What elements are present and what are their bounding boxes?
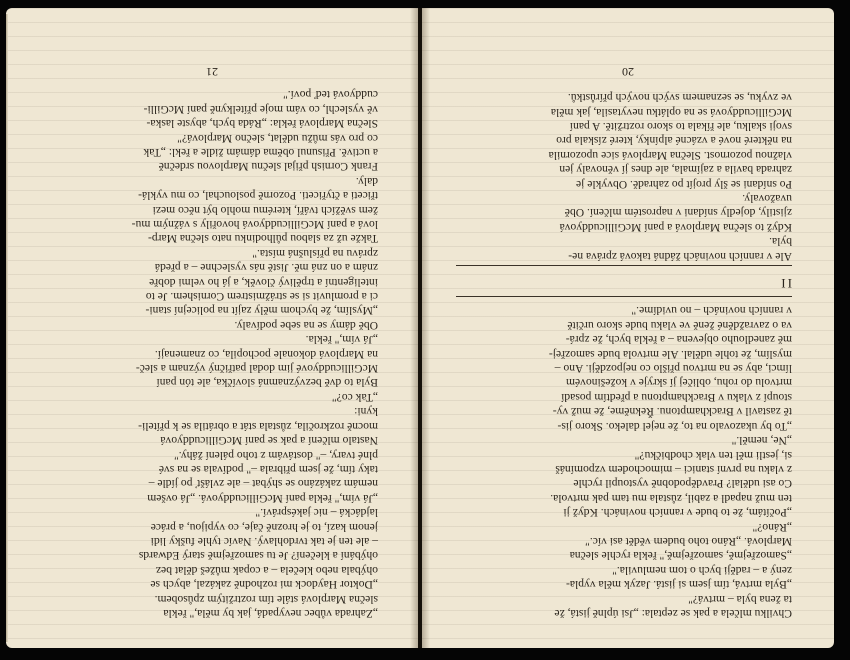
right-page-text: [42, 87, 378, 620]
text-line: Nastalo mlčení a pak se paní McGillicuddyová: [160, 434, 378, 448]
text-line: co pro vás můžu udělat, slečno Marplová?": [177, 131, 378, 145]
text-line: ve zvyku, se seznamem svých nových přírůstků.: [567, 91, 792, 105]
text-line: nemám zakázáno se shýbat – ale zvlášť po jídle –: [148, 477, 378, 491]
text-line: „Ráno?": [752, 520, 792, 534]
text-line: Byla to dvě bezvýznamná slovíčka, ale tón paní: [156, 376, 378, 390]
chapter-divider: [456, 296, 792, 297]
text-line: myslím, že tohle udělal. Ale mrtvola bude samozřej-: [548, 347, 792, 361]
text-line: lajdácká – nic jakéspráví.": [255, 506, 378, 520]
text-line: tě zastavil v Brackhamptonu. Řekněme, že muž vy-: [552, 405, 792, 419]
text-line: límci, aby se na mrtvou přišlo co nejpozději. Ano –: [554, 362, 792, 376]
text-line: Frank Cornish přijal slečnu Marplovou srdečně: [158, 160, 378, 174]
text-line: „Tak co?": [331, 390, 378, 404]
book-gutter: [410, 8, 430, 648]
text-line: Marplová. „Ráno toho budem vědět asi víc.": [585, 534, 792, 548]
text-line: „To by ukazovalo na to, že nejel daleko. Skoro jis-: [557, 419, 792, 433]
left-page-text: [456, 90, 792, 620]
text-line: třiceti a čtyřiceti. Pozorně poslouchal, co mu vyklá-: [138, 189, 378, 203]
text-line: na Marplová dokonale pochopila, co znamenají.: [154, 347, 378, 361]
text-line: byla.: [769, 235, 792, 249]
text-line: zahrada bavila a zajímala, ale dnes jí věnovaly jen: [559, 163, 792, 177]
open-book: [6, 8, 834, 648]
text-line: stoupí z vlaku v Brackhamptonu a předtím posadí: [561, 390, 792, 404]
chapter-divider: [456, 265, 792, 266]
text-line: kyni:: [354, 405, 378, 419]
text-line: – ale ten je tak tvrdohlavý. Navíc tyhle fušky lidi: [150, 534, 378, 548]
text-line: zprávu na příslušná místa.": [252, 246, 378, 260]
text-line: mocně rozkročila, zůstala stát a obrátila se k příteli-: [138, 419, 378, 433]
text-line: lová a paní McGillicuddyová hovořily s vážným mu-: [131, 218, 378, 232]
left-page: [422, 8, 834, 648]
text-line: vě vyslechl, co vám moje přítelkyně paní McGilli-: [143, 102, 378, 116]
text-line: ten muž napadl a zabil, zůstala mu tam pak mrtvola.: [550, 491, 792, 505]
text-line: mě zanedlouho objevena – a řekla bych, že zprá-: [565, 333, 792, 347]
text-line: McGillicuddyové jim dodal patřičný význam a sleč-: [135, 362, 378, 376]
text-line: znám a on zná mě. Jistě nás vyslechne – a předá: [154, 261, 378, 275]
text-line: žem svěžích tváří, kterému mohlo být něco mezi: [152, 203, 378, 217]
text-line: Takže už za slabou půlhodinku nato slečna Marp-: [147, 232, 378, 246]
chapter-paragraphs: [456, 90, 792, 263]
text-line: a uctivě. Přisunul oběma dámám židle a řekl: „Tak: [143, 146, 378, 159]
text-line: Obě dámy se na sebe podívaly.: [234, 318, 378, 332]
text-line: va o zavražděné ženě ve vlaku bude skoro určitě: [567, 318, 792, 332]
text-line: Chvilku mlčela a pak se zeptala: „Jsi úplně jistá, že: [554, 607, 792, 620]
text-line: ta žena byla – mrtvá?": [688, 592, 792, 606]
text-line: v ranních novinách – no uvidíme.": [631, 304, 792, 318]
text-line: inteligentní a trpělivý člověk, a já ho velmi dobře: [149, 275, 378, 289]
text-line: „Zahrada vůbec nevypadá, jak by měla," řekla: [163, 607, 378, 620]
text-line: na některé nové a vzácné alpínky, které získala pro: [556, 134, 792, 148]
text-line: Ale v ranních novinách žádná taková zpráva ne-: [568, 249, 792, 263]
text-line: plné tvary, –" dostávám z toho pálení žáhy.": [173, 448, 378, 462]
text-line: ohýbala nebo klečela – a copak můžeš dělat bez: [155, 563, 378, 577]
text-line: zjistily, dojedly snídani v naprostém mlčení. Obě: [564, 206, 792, 220]
text-line: „Já vím," řekla.: [305, 333, 378, 347]
chapter-number: II: [779, 276, 792, 292]
text-line: slečna Marplová stále tím roztržitým způsobem.: [154, 592, 378, 606]
text-line: „Myslím, že bychom měly zajít na policejní stani-: [145, 304, 378, 318]
text-line: z vlaku na první stanici – mimochodem vzpomínáš: [555, 462, 792, 476]
text-line: Po snídani se šly projít po zahradě. Obvykle je: [575, 177, 792, 191]
text-line: cuddyová teď poví.": [283, 88, 378, 102]
text-line: taky tím, že jsem přibrala –" podívala se na své: [158, 462, 378, 476]
text-line: „Byla mrtvá, tím jsem si jistá. Jazyk měla vypla-: [565, 578, 792, 592]
text-line: si, jestli měl ten vlak chodbičku?": [634, 448, 792, 462]
text-line: ci a promluvit si se strážmistrem Cornishem. Je to: [145, 290, 378, 304]
text-line: McGillicuddyová se na oplátku nevytasila, jak měla: [550, 105, 792, 119]
text-line: Co asi udělal? Pravděpodobně vystoupil rychle: [573, 477, 792, 491]
text-line: vlažnou pozornost. Slečna Marplová sice upozornila: [548, 148, 792, 162]
text-line: svoji skalku, ale říkala to skoro roztržitě. A paní: [569, 120, 792, 133]
text-line: uvažovaly.: [742, 192, 792, 206]
text-line: „Počítám, že to bude v ranních novinách. Když ji: [563, 506, 792, 520]
text-line: „Ne, neměl.": [731, 434, 792, 448]
text-line: jenom kazí, to je hrozně čaje, co vypijou, a práce: [150, 520, 378, 534]
text-line: „Já vím," řekla paní McGillicuddyová. „Já ovšem: [147, 491, 378, 505]
right-page-paragraphs: [42, 87, 378, 620]
text-line: „Doktor Haydock mi rozhodně zakázal, abych se: [150, 578, 378, 592]
page-number-left: 20: [622, 65, 634, 79]
left-page-paragraphs: [456, 303, 792, 620]
text-line: Když to slečna Marplová a paní McGillicuddyová: [559, 220, 792, 234]
text-line: Slečna Marplová řekla: „Ráda bych, abyste laska-: [146, 117, 378, 131]
text-line: daly.: [355, 174, 378, 188]
page-block-edge: [6, 14, 8, 642]
page-number-right: 21: [206, 65, 218, 79]
text-line: zený a – raději bych o tom nemluvila.": [612, 563, 792, 577]
text-line: „Samozřejmě, samozřejmě," řekla rychle slečna: [569, 549, 792, 563]
text-line: ohýbání a klečení? Je tu samozřejmě starý Edwards: [138, 549, 378, 563]
right-page: [6, 8, 418, 648]
text-line: mrtvolu do rohu, obličej jí skryje v kožešinovém: [565, 376, 792, 390]
